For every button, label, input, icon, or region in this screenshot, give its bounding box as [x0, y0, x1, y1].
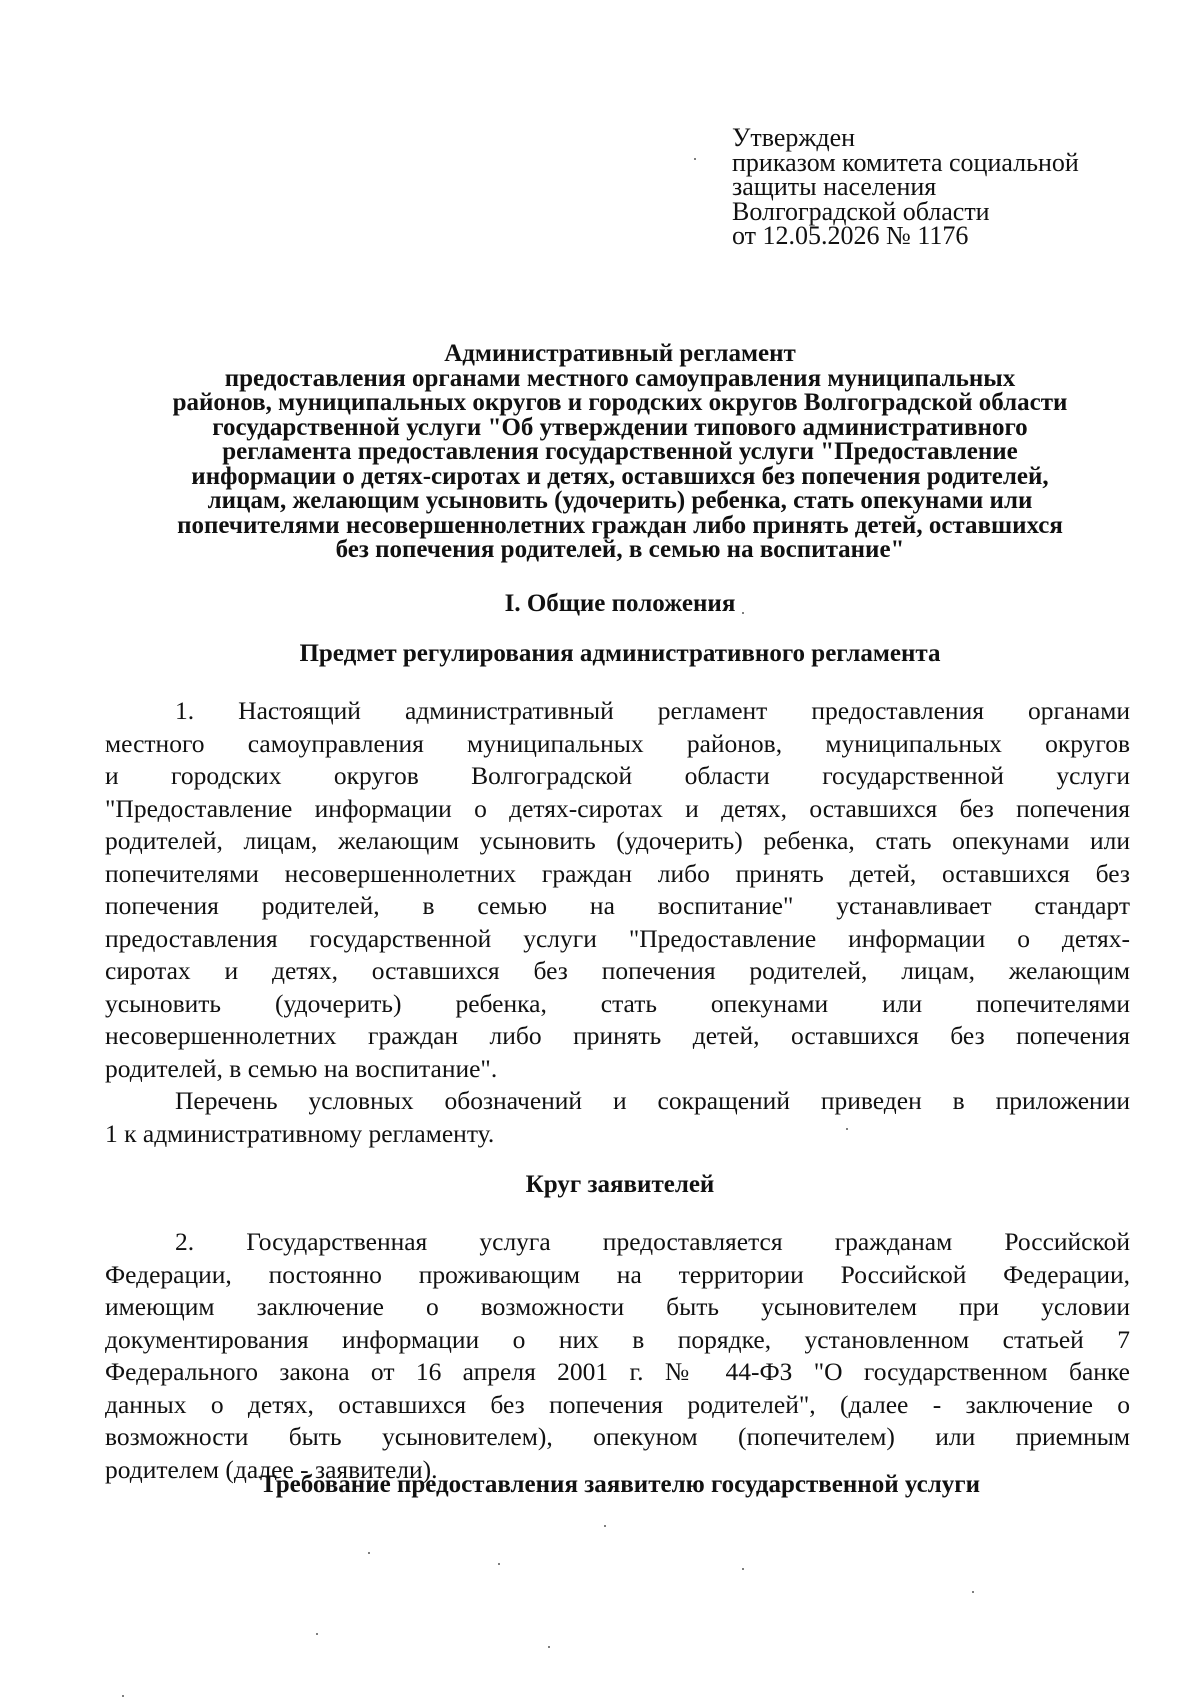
paragraph-line: Федерации, постоянно проживающим на территории Российской Федерации,: [105, 1259, 1130, 1289]
section-heading-general: I. Общие положения: [504, 590, 736, 617]
paragraph-line: документирования информации о них в порядке, установленном статьей 7: [105, 1324, 1130, 1354]
paragraph-line: Федерального закона от 16 апреля 2001 г. № 44-ФЗ "О государственном банке: [105, 1357, 1130, 1386]
title-line: попечителями несовершеннолетних граждан либо принять детей, оставшихся: [177, 511, 1063, 539]
approval-line: от 12.05.2026 № 1176: [732, 221, 969, 250]
scan-speck: [972, 1591, 974, 1593]
title-line: регламента предоставления государственной услуги "Предоставление: [222, 438, 1018, 465]
paragraph-line: местного самоуправления муниципальных районов, муниципальных округов: [105, 728, 1130, 758]
title-line: Административный регламент: [444, 340, 796, 367]
approval-stamp-block: [732, 123, 1152, 250]
scan-speck: [122, 1695, 124, 1697]
paragraph-line: усыновить (удочерить) ребенка, стать опекунами или попечителями: [105, 988, 1130, 1018]
title-line: без попечения родителей, в семью на воспитание": [335, 536, 905, 563]
scan-speck: [548, 1646, 550, 1648]
section-heading-requirement: Требование предоставления заявителю государственной услуги: [260, 1471, 980, 1498]
title-line: информации о детях-сиротах и детях, оставшихся без попечения родителей,: [191, 462, 1049, 490]
paragraph-abbreviations: [105, 1085, 1130, 1150]
paragraph-line: родителей, лицам, желающим усыновить (удочерить) ребенка, стать опекунами или: [105, 826, 1130, 855]
approval-line: Волгоградской области: [732, 196, 990, 226]
paragraph-line: 1 к административному регламенту.: [105, 1118, 495, 1148]
paragraph-1: [105, 695, 1130, 1085]
document-title: [100, 342, 1140, 563]
paragraph-line: 1. Настоящий административный регламент предоставления органами: [175, 696, 1130, 725]
scan-speck: [694, 158, 696, 160]
approval-line: Утвержден: [732, 123, 856, 152]
title-line: предоставления органами местного самоуправления муниципальных: [224, 364, 1016, 392]
scan-speck: [498, 1563, 500, 1565]
scan-speck: [368, 1552, 370, 1554]
title-line: районов, муниципальных округов и городских округов Волгоградской области: [172, 389, 1068, 416]
paragraph-line: родителем (далее - заявители).: [105, 1454, 438, 1484]
paragraph-line: попечителями несовершеннолетних граждан либо принять детей, оставшихся без: [105, 858, 1130, 888]
approval-line: приказом комитета социальной: [732, 147, 1079, 177]
scan-speck: [846, 1128, 848, 1130]
paragraph-line: попечения родителей, в семью на воспитание" устанавливает стандарт: [105, 891, 1130, 920]
approval-line: защиты населения: [732, 172, 937, 201]
section-heading-applicants: Круг заявителей: [525, 1171, 715, 1198]
paragraph-line: "Предоставление информации о детях-сиротах и детях, оставшихся без попечения: [105, 793, 1130, 823]
paragraph-line: и городских округов Волгоградской области государственной услуги: [105, 761, 1130, 790]
paragraph-line: предоставления государственной услуги "Предоставление информации о детях-: [105, 923, 1130, 953]
scan-speck: [604, 1525, 606, 1527]
paragraph-line: сиротах и детях, оставшихся без попечения родителей, лицам, желающим: [105, 956, 1130, 985]
paragraph-line: возможности быть усыновителем), опекуном (попечителем) или приемным: [105, 1422, 1130, 1451]
paragraph-line: данных о детях, оставшихся без попечения родителей", (далее - заключение о: [105, 1389, 1130, 1419]
paragraph-2: [105, 1226, 1130, 1486]
paragraph-line: имеющим заключение о возможности быть усыновителем при условии: [105, 1292, 1130, 1321]
scan-speck: [316, 1633, 318, 1635]
paragraph-line: родителей, в семью на воспитание".: [105, 1053, 498, 1083]
scan-speck: [742, 612, 744, 614]
subsection-heading-subject: Предмет регулирования административного регламента: [299, 640, 941, 667]
paragraph-line: Перечень условных обозначений и сокращений приведен в приложении: [175, 1086, 1130, 1115]
scan-speck: [742, 1568, 744, 1570]
title-line: государственной услуги "Об утверждении типового административного: [212, 413, 1028, 441]
title-line: лицам, желающим усыновить (удочерить) ребенка, стать опекунами или: [207, 487, 1033, 514]
paragraph-line: 2. Государственная услуга предоставляется гражданам Российской: [175, 1227, 1130, 1256]
paragraph-line: несовершеннолетних граждан либо принять детей, оставшихся без попечения: [105, 1021, 1130, 1050]
